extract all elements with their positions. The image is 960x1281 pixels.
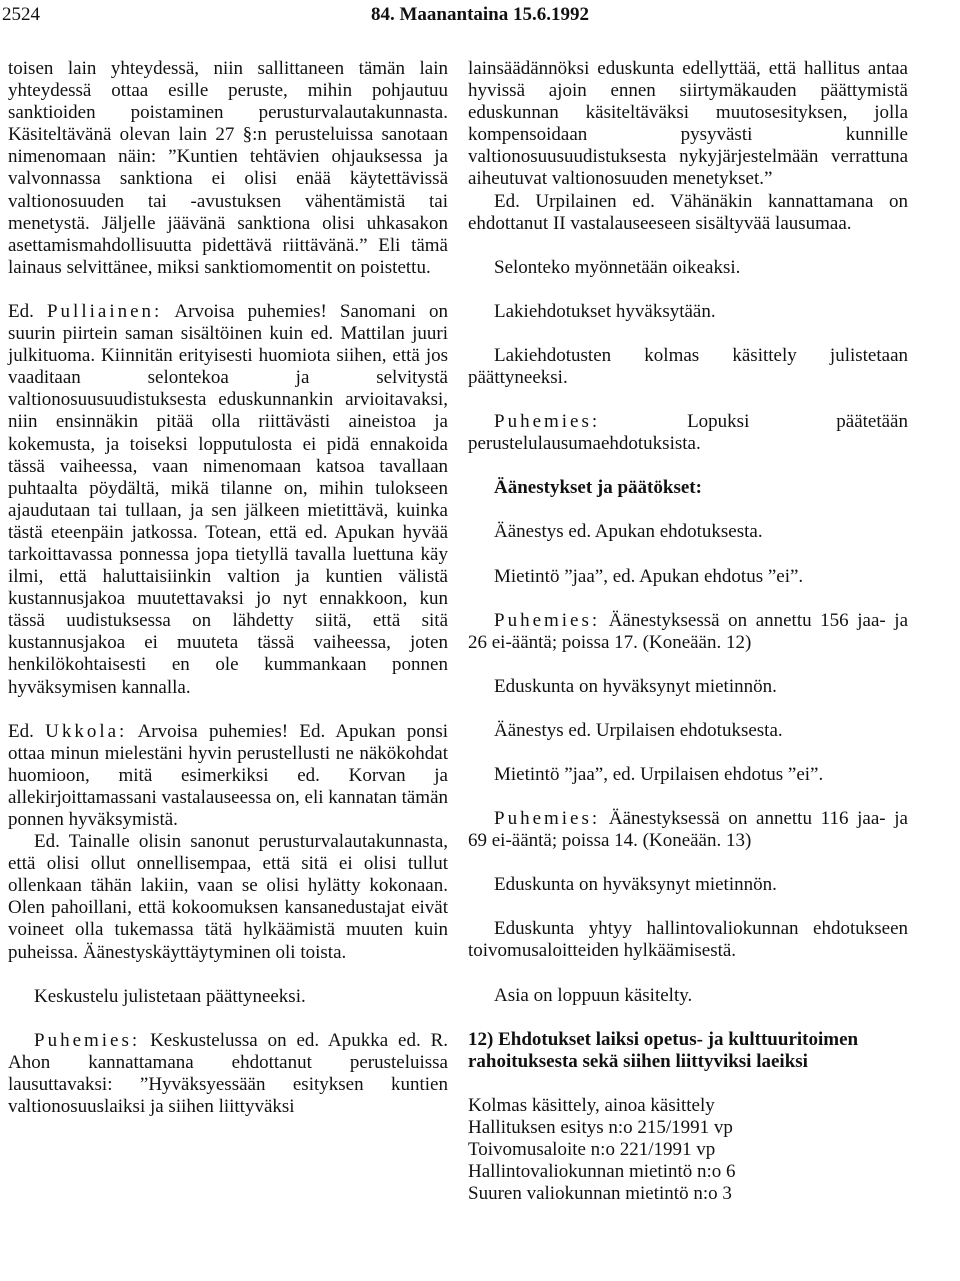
speech-text: Keskustelussa on ed. Apukka ed. R. Ahon kannattamana ehdottanut perusteluissa lausuttavaksi: ”Hyväksyessään esityksen kuntien valtionosuuslaiksi ja siihen liittyväksi (8, 1029, 448, 1118)
document-ref: Hallituksen esitys n:o 215/1991 vp (468, 1116, 733, 1138)
left-column (8, 58, 448, 1118)
speech-puhemies (468, 808, 908, 852)
agenda-item-heading: 12) Ehdotukset laiksi opetus- ja kulttuuritoimen rahoituksesta sekä siihen liittyviksi laeiksi (468, 1028, 859, 1072)
paragraph: Eduskunta on hyväksynyt mietinnön. (494, 874, 777, 896)
document-ref: Toivomusaloite n:o 221/1991 vp (468, 1139, 716, 1160)
right-column (468, 58, 908, 1205)
paragraph: Ed. Urpilainen ed. Vähänäkin kannattamana on ehdottanut II vastalauseeseen sisältyvää lausumaa. (468, 190, 908, 234)
speech-puhemies (468, 610, 908, 654)
page-header (0, 0, 960, 34)
speech-pulliainen (8, 301, 448, 699)
section-heading: Äänestykset ja päätökset: (494, 477, 702, 499)
paragraph: Eduskunta on hyväksynyt mietinnön. (494, 675, 777, 697)
speaker-name: Puhemies: (494, 609, 601, 631)
paragraph: lainsäädännöksi eduskunta edellyttää, että hallitus antaa hyvissä ajoin ennen siirtymäkauden päättymistä eduskunnan käsiteltäväksi muutosesityksen, jolla kompensoidaan pysyvästi kunnille valtionosuusuudistuksesta nykyjärjestelmään verrattuna aiheutuvat valtionosuuden menetykset.” (468, 58, 908, 190)
speech-text: Äänestyksessä on annettu 156 jaa- ja 26 ei-ääntä; poissa 17. (Koneään. 12) (468, 609, 909, 653)
paragraph: toisen lain yhteydessä, niin sallittaneen tämän lain yhteydessä ottaa esille peruste, mihin pohjautuu sanktioiden poistaminen perusturvalautakunnasta. Käsiteltävänä olevan lain 27 §:n perusteluissa sanotaan nimenomaan näin: ”Kuntien tehtävien ohjauksessa ja valvonnassa sanktiona ei olisi enää käytettävissä valtionosuuden tai -avustuksen vähentämistä tai menetystä. Jäljelle jäävänä sanktiona olisi uhkasakon asettamismahdollisuutta pidettävä riittävänä.” Eli tämä lainaus selvittänee, miksi sanktiomomentit on poistettu. (8, 58, 448, 278)
paragraph: Mietintö ”jaa”, ed. Urpilaisen ehdotus ”ei”. (494, 763, 824, 785)
paragraph: Eduskunta yhtyy hallintovaliokunnan ehdotukseen toivomusaloitteiden hylkäämisestä. (468, 918, 908, 962)
paragraph: Äänestys ed. Urpilaisen ehdotuksesta. (494, 719, 783, 741)
document-ref: Suuren valiokunnan mietintö n:o 3 (468, 1183, 732, 1205)
paragraph: Keskustelu julistetaan päättyneeksi. (34, 985, 306, 1007)
paragraph: Ed. Tainalle olisin sanonut perusturvalautakunnasta, että olisi ollut onnellisempaa, että sitä ei olisi tullut ollenkaan tähän lakiin, vaan se olisi hylätty kokonaan. Olen pahoillani, että kokoomuksen kansanedustajat eivät voineet olla tukemassa tätä hylkäämistä muuten kuin puheissa. Äänestyskäyttäytyminen oli toista. (8, 831, 448, 963)
speech-ukkola (8, 721, 448, 831)
speaker-prefix: Ed. (8, 300, 34, 322)
speaker-name: Puhemies: (494, 411, 601, 433)
paragraph: Asia on loppuun käsitelty. (494, 984, 693, 1006)
page-title: 84. Maanantaina 15.6.1992 (371, 4, 589, 25)
paragraph: Mietintö ”jaa”, ed. Apukan ehdotus ”ei”. (494, 565, 804, 587)
paragraph: Lakiehdotukset hyväksytään. (494, 300, 716, 322)
paragraph: Selonteko myönnetään oikeaksi. (494, 256, 741, 278)
speech-puhemies (8, 1030, 448, 1118)
speech-text: Arvoisa puhemies! Sanomani on suurin piirtein saman sisältöinen kuin ed. Mattilan juuri julkituoma. Kiinnitän erityisesti huomiota siihen, että jos vaaditaan selontekoa ja selvitystä valtionosuusuudistuksesta eduskunnankin arvioitavaksi, niin ensinnäkin pitää olla riittävästi aineistoa ja kokemusta, ja toiseksi lopputulosta ei pidä ennakoida tässä vaiheessa, vaan nimenomaan katsoa tavallaan puhtaalta pöydältä, mikä tilanne on, mihin tulokseen ajaudutaan tai tullaan, ja sen jälkeen mietittävä, kuinka tästä eteenpäin jatkossa. Totean, että ed. Apukan hyvää tarkoittavassa ponnessa jopa tietyllä tavalla luettuna käy ilmi, että haluttaisiinkin valtion ja kuntien välistä kustannusjakoa muutettavaksi jo nyt ennakkoon, kun tässä uudistuksessa on lähdetty siitä, että sitä kustannusjakoa ei muuteta tässä vaiheessa, joten henkilökohtaisesti en ole kummankaan ponnen hyväksymisen kannalla. (8, 300, 449, 698)
speech-puhemies (468, 411, 908, 455)
speaker-name: Ukkola: (45, 720, 128, 742)
speech-text: Lopuksi päätetään perustelulausumaehdotuksista. (468, 411, 908, 455)
page-number: 2524 (2, 4, 40, 25)
paragraph: Äänestys ed. Apukan ehdotuksesta. (494, 521, 763, 543)
paragraph: Lakiehdotusten kolmas käsittely julistetaan päättyneeksi. (468, 344, 908, 389)
speaker-name: Puhemies: (34, 1029, 141, 1051)
speech-text: Äänestyksessä on annettu 116 jaa- ja 69 ei-ääntä; poissa 14. (Koneään. 13) (468, 808, 908, 852)
speech-text: Arvoisa puhemies! Ed. Apukan ponsi ottaa minun mielestäni hyvin perustellusti ne näkökohdat huomioon, mitä esimerkiksi ed. Korvan ja allekirjoittamassani vastalauseessa on, eli kannatan tämän ponnen hyväksymistä. (8, 720, 449, 830)
speaker-name: Pulliainen: (46, 300, 163, 322)
speaker-prefix: Ed. (8, 720, 34, 742)
document-ref: Kolmas käsittely, ainoa käsittely (468, 1094, 715, 1116)
document-ref: Hallintovaliokunnan mietintö n:o 6 (468, 1161, 736, 1183)
speaker-name: Puhemies: (494, 808, 601, 830)
